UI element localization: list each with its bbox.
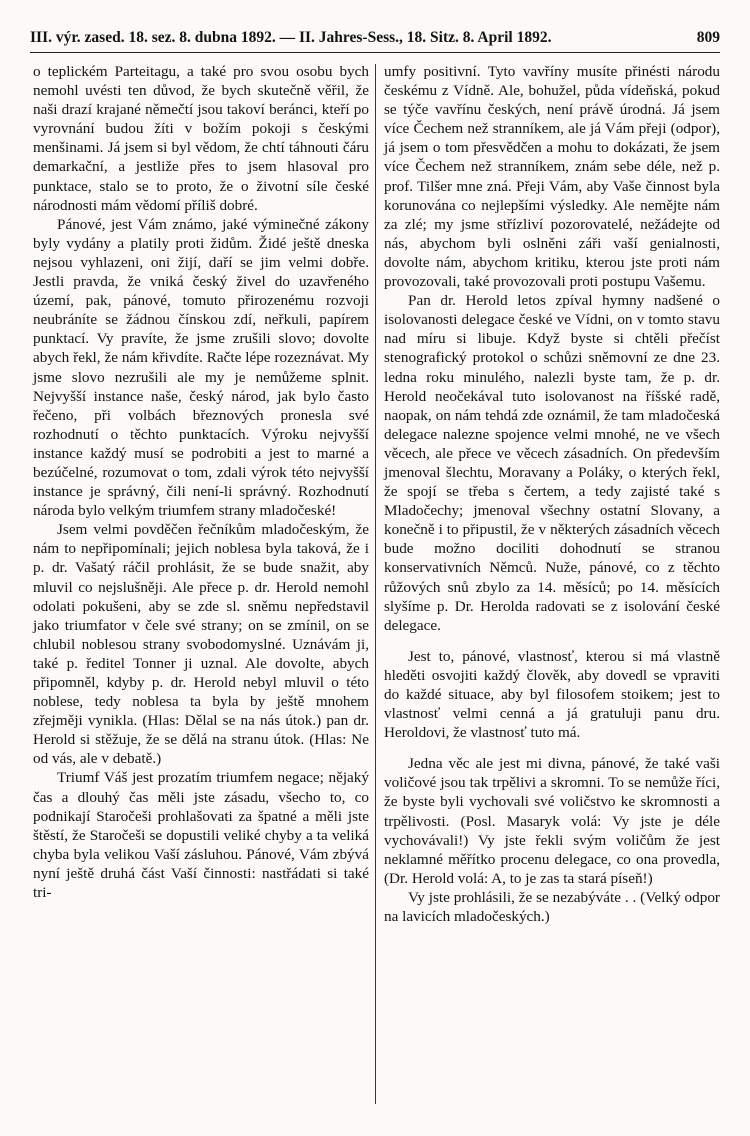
paragraph: Jest to, pánové, vlastnosť, kterou si má vlastně hleděti osvojiti každý člověk, aby dovedl se vpraviti do každé situace, aby byl filosofem stoikem; jest to vlastnosť velmi cenná a já gratuluji panu dru. Heroldovi, že vlastnosť tuto má. bbox=[384, 647, 720, 742]
paragraph: Jsem velmi povděčen řečníkům mladočeským, že nám to nepřipomínali; jejich noblesa byla taková, že i p. dr. Vašatý ráčil prohlásit, že se bude snažit, aby mluvil co nejslušněji. Ale přece p. dr. Herold nemohl odolati pokušeni, aby se zde sl. sněmu nepředstavil jako triumfator v čele své strany; on se zmínil, on se chlubil noblesou strany svobodomyslné. Uznávám ji, také p. ředitel Tonner ji uznal. Ale dovolte, abych připomněl, kdyby p. dr. Herold nebyl mluvil o této noblese, tedy noblesa ta byla by ještě mnohem zřejměji vynikla. (Hlas: Dělal se na nás útok.) pan dr. Herold si stěžuje, že se dělá na stranu útok. (Hlas: Ne od vás, ale v debatě.) bbox=[33, 521, 369, 768]
page-number: 809 bbox=[696, 29, 720, 46]
paragraph: umfy positivní. Tyto vavříny musíte přinésti národu českému z Vídně. Ale, bohužel, půda vídeňská, pokud se týče vavřínu českých, není právě úrodná. Já jsem více Čechem než stranníkem, ale já Vám přeji (odpor), já jsem o tom přesvědčen a mohu to dokázati, že jsem více Čechem než stranníkem, znám sebe déle, než p. prof. Tilšer mne zná. Přeji Vám, aby Vaše činnost byla korunována co nejlepšími výsledky. Ale nemějte nám za zlé; my jsme střízliví pozorovatelé, nežádejte od nás, abychom byli oslněni záři vaší genialnosti, dovolte nám, abychom kritiku, kterou jste proti nám provozovali, také provozovali proti postupu Vašemu. bbox=[384, 63, 720, 291]
column-divider bbox=[375, 64, 376, 1104]
header-rule bbox=[30, 52, 720, 53]
right-column bbox=[384, 62, 720, 926]
paragraph: Jedna věc ale jest mi divna, pánové, že také vaši voličové jsou tak trpělivi a skromni. To se nemůže říci, že byste byli vychovali své voličstvo ke skromnosti a trpělivosti. (Posl. Masaryk volá: Vy jste je déle vychovávali!) Vy jste řekli svým voličům že jest neklamné měřítko procenu delegace, co ona provedla, (Dr. Herold volá: A, to je zas ta stará píseň!) bbox=[384, 755, 720, 887]
paragraph: o teplickém Parteitagu, a také pro svou osobu bych nemohl uvésti ten důvod, že bych skutečně věřil, že naši drazí krajané němečtí jsou takoví beránci, kteří po vyrovnání budou žíti v božím pokoji s českými menšinami. Já jsem si byl vědom, že chtí táhnouti čáru demarkační, a jestliže přes to jsem hlasoval pro punktace, stalo se to proto, že o životní síle české národnosti mám vědomí příliš dobré. bbox=[33, 63, 369, 214]
paragraph: Triumf Váš jest prozatím triumfem negace; nějaký čas a dlouhý čas měli jste zásadu, všecho to, co podnikají Staročeši prohlašovati za špatné a měli jste štěstí, že Staročeši se dopustili veliké chyby a ta veliká chyba byla velikou Vaší zásluhou. Pánové, Vám zbývá nyní ještě druhá část Vaší činnosti: nastřádati si také tri- bbox=[33, 769, 369, 902]
header-title: III. výr. zased. 18. sez. 8. dubna 1892. — II. Jahres-Sess., 18. Sitz. 8. April 1892. bbox=[30, 29, 552, 46]
left-column bbox=[33, 62, 369, 902]
paragraph: Pan dr. Herold letos zpíval hymny nadšené o isolovanosti delegace české ve Vídni, on v tomto stavu nad míru si libuje. Když byste si chtěli přečíst stenografický protokol o schůzi sněmovní ze dne 23. ledna roku minulého, nalezli byste tam, že p. dr. Herold neočekával tuto isolovanost na říšské radě, naopak, on nám tehdá zde oznámil, že tam mladočeská delegace nalezne spojence velmi mnohé, ne ve všech věcech, ale přece ve věcech zásadních. On především jmenoval šlechtu, Moravany a Poláky, o kterých řekl, že spojí se třeba s čertem, a tedy zajisté také s Mladočechy; jmenoval všechny ostatní Slovany, a konečně i to připustil, že v některých zásadních věcech bude možno dociliti dohodnutí se stranou konservativních Němců. Nuže, pánové, co z těchto růžových snů zbylo za 14. měsíců; po 14. měsících slyšíme p. Dr. Herolda radovati se z isolování české delegace. bbox=[384, 292, 720, 634]
paragraph: Pánové, jest Vám známo, jaké výminečné zákony byly vydány a platily proti židům. Židé ještě dneska nejsou vyhlazeni, oni žijí, daří se jim velmi dobře. Jestli pravda, že vniká český živel do uzavřeného území, pak, pánové, tomuto přirozenému rozvoji neubráníte se žádnou čínskou zdí, neřkuli, papírem punktací. Vy pravíte, že jsme zrušili slovo; dovolte abych řekl, že nám křivdíte. Račte lépe rozeznávat. My jsme slovo nezrušili ale my je nemůžeme splnit. Nejvyšší instance naše, český národ, jak bylo často řečeno, při volbách březnových pronesla své rozhodnutí o těchto punktacích. Výroku nejvyšší instance každý musí se podrobiti a jest to marné a bezúčelné, rozumovat o tom, zdali výrok této nejvyšší instance je správný, čili není-li správný. Rozhodnutí národa bylo velkým triumfem strany mladočeské! bbox=[33, 215, 369, 520]
paragraph: Vy jste prohlásili, že se nezabýváte . . (Velký odpor na lavicích mladočeských.) bbox=[384, 888, 720, 926]
